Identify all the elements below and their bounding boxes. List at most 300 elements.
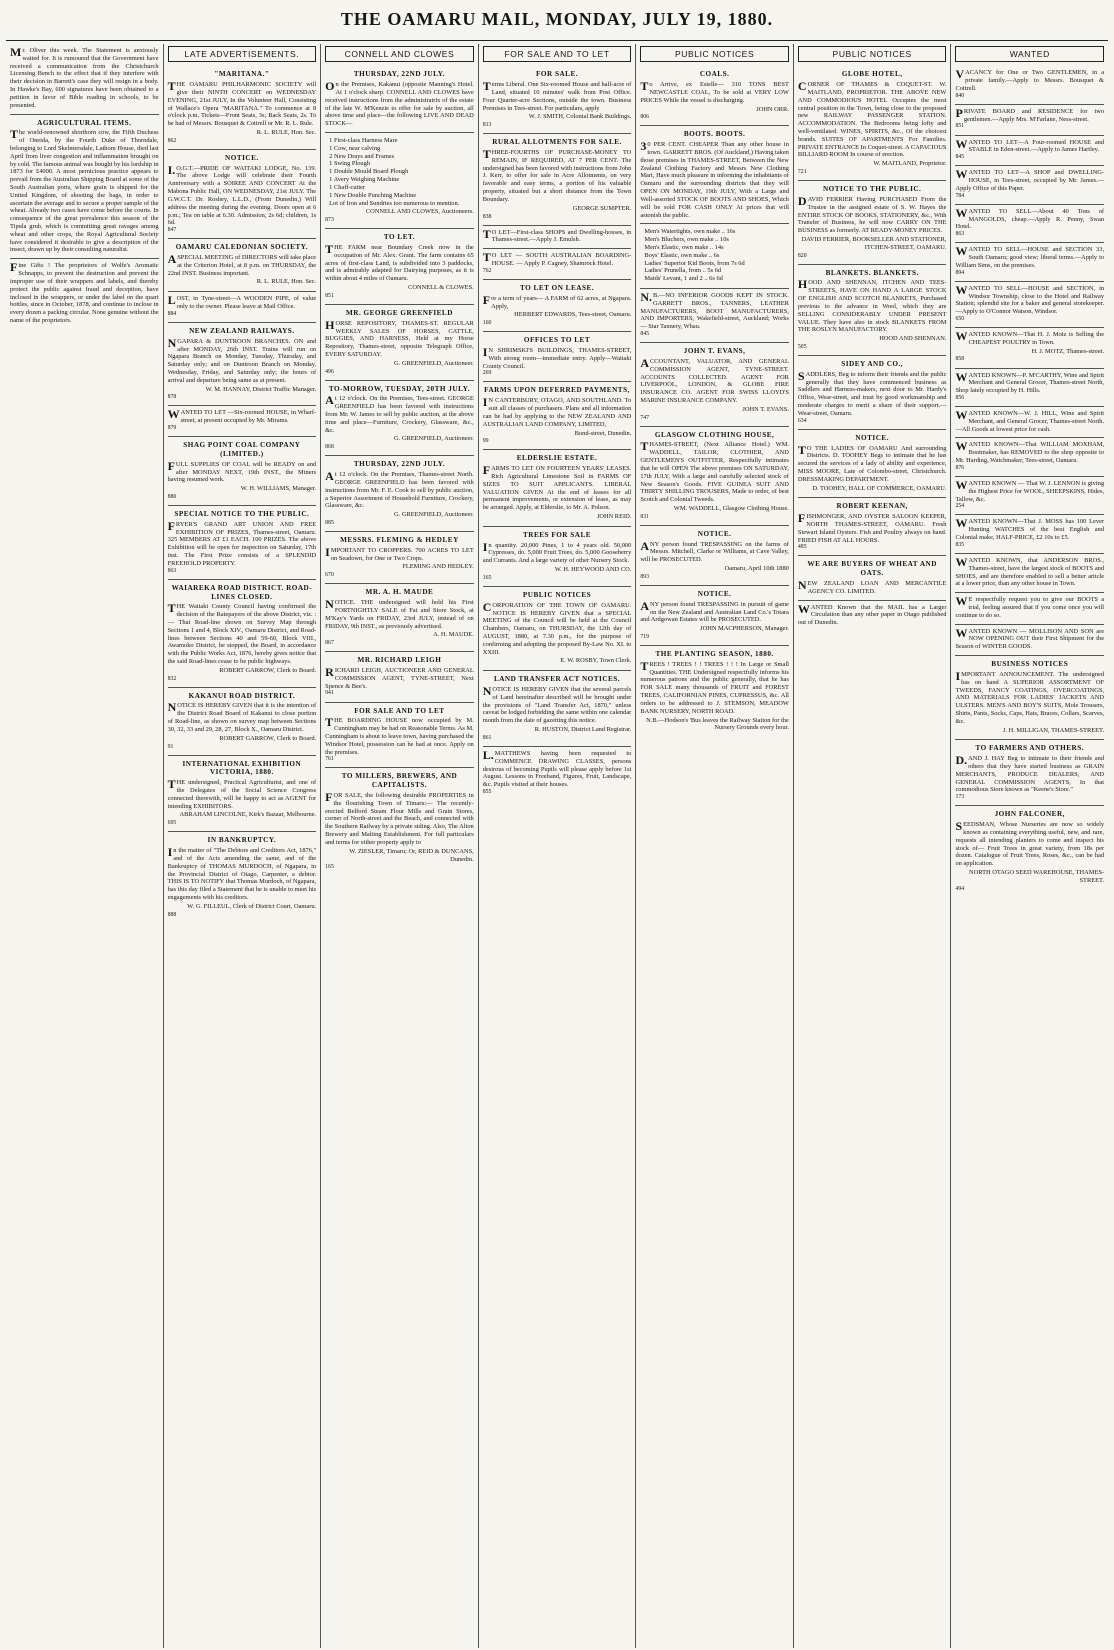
ad-reference-number: 894 <box>955 269 965 276</box>
ad-title: OAMARU CALEDONIAN SOCIETY. <box>175 243 309 252</box>
ad-title: NOTICE. <box>225 153 259 162</box>
list-item: 1 Avery Weighing Machine <box>329 176 400 184</box>
ad-body: WANTED TO SELL—HOUSE and SECTION, in Windsor Township, close to the Hotel and Railway Station; splendid site for a baker and general storekeeper.—Apply to O'Connor Watson, Windsor. <box>955 282 1105 316</box>
ad-body: IMPORTANT TO CROPPERS. 700 ACRES TO LET on Seadown, for One or Two Crops. <box>325 544 474 562</box>
advertisement <box>798 265 947 356</box>
list-item: Ladies' Prunella, from .. 5s 6d <box>644 267 722 275</box>
ad-body: WE respectfully request you to give our BOOTS a trial, feeling assured that if you come once you will continue to do so. <box>955 594 1105 619</box>
ad-signature: G. GREENFIELD, Auctioneer. <box>394 511 474 519</box>
ad-signature: CONNELL & CLOWES. <box>408 284 474 292</box>
advertisement <box>955 369 1104 408</box>
ad-title: MR. A. H. MAUDE <box>365 588 434 597</box>
ad-reference-number: 880 <box>167 493 177 500</box>
ad-reference-number: 254 <box>955 503 965 510</box>
advertisement <box>955 656 1104 740</box>
ad-signature: WM. WADDELL, Glasgow Clothing House. <box>673 504 789 512</box>
ad-title: LAND TRANSFER ACT NOTICES. <box>493 675 621 684</box>
ad-body: TO LET — SOUTH AUSTRALIAN BOARDING-HOUSE. — Apply P. Cagney, Shamrock Hotel. <box>482 250 632 268</box>
ad-reference-number: 91 <box>167 743 174 750</box>
advertisement <box>168 150 317 239</box>
advertisement <box>10 44 159 115</box>
ad-reference-number: 747 <box>640 414 650 421</box>
ad-signature: JOHN REID. <box>596 513 632 521</box>
ad-title: THURSDAY, 22ND JULY. <box>353 70 446 79</box>
advertisement <box>955 438 1104 477</box>
ad-reference-number: 856 <box>955 394 965 401</box>
ad-body: THE FARM near Boundary Creek now in the occupation of Mr. Alex. Grant. The farm contains 65 acres of first-class Land, is subdivided into 3 paddocks, and is admirably adapted for Dairying purposes, as it is within about 4 miles of Oamaru. <box>325 241 474 283</box>
advertisement <box>325 652 474 702</box>
advertisement <box>955 328 1104 369</box>
ad-title: BLANKETS. BLANKETS. <box>825 268 919 277</box>
advertisement <box>483 332 632 382</box>
ad-title: TO LET. <box>383 233 416 242</box>
advertisement <box>955 205 1104 244</box>
ad-body: IN CANTERBURY, OTAGO, AND SOUTHLAND. To suit all classes of purchasers. Plans and all information can be had by applying to the NEW ZEALAND AND AUSTRALIAN LAND COMPANY, LIMITED, <box>482 395 632 428</box>
ad-title: IN BANKRUPTCY. <box>207 836 277 845</box>
ad-title: THURSDAY, 22ND JULY. <box>353 460 446 469</box>
ad-signature: R. L. RULE, Hon. Sec. <box>256 129 317 137</box>
ad-title: MR. GEORGE GREENFIELD <box>345 308 453 317</box>
masthead <box>6 0 1108 41</box>
ad-reference-number: 160 <box>482 320 492 327</box>
ad-reference-number: 695 <box>167 820 177 827</box>
advertisement <box>955 806 1104 896</box>
advertisement <box>483 280 632 332</box>
ad-signature: JOHN T. EVANS. <box>742 405 789 413</box>
ad-body: RICHARD LEIGH, AUCTIONEER AND GENERAL COMMISSION AGENT, TYNE-STREET, Next Spence & Bee's. <box>325 665 474 690</box>
advertisement <box>640 224 789 289</box>
advertisement <box>483 66 632 134</box>
ad-signature: W. M. HANNAY, District Traffic Manager. <box>205 385 317 393</box>
ad-reference-number: 269 <box>482 370 492 377</box>
list-item: Boys' Elastic, own make .. 6s <box>644 251 720 259</box>
ad-reference-number: 867 <box>325 640 334 647</box>
advertisement <box>483 587 632 671</box>
ad-reference-number: 762 <box>482 267 492 274</box>
ad-body: ACCOUNTANT, VALUATOR, AND GENERAL COMMISSION AGENT, TYNE-STREET. ACCOUNTS COLLECTED. AGENT FOR LIVERPOOL, LONDON, & GLOBE FIRE INSURANCE CO. AGENT FOR SWISS LLOYD'S MARINE INSURANCE COMPANY. <box>640 355 789 405</box>
advertisement <box>325 66 474 133</box>
ad-body: NEW ZEALAND LOAN AND MERCANTILE AGENCY CO. LIMITED. <box>797 578 947 595</box>
advertisement <box>325 133 474 229</box>
ad-body: THE Waitaki County Council having confirmed the decision of the Ratepayers of the above District, viz. :— That Road-line shown on Survey Map through Sections 1 and 4, Block XIV., Oamaru District, and Road-lines between Sections 40 and 59-60, Block VIII., Awamoko District, be stopped, the Board, in accordance with the Public Works Act, 1876, hereby gives notice that the said Road-lines cease to be public highways. <box>167 601 317 666</box>
ad-body: WANTED KNOWN — MOLLISON AND SON are NOW OPENING OUT their First Shipment for the Season of WINTER GOODS. <box>955 625 1105 651</box>
ad-title: SIDEY AND CO., <box>841 360 904 369</box>
ad-body: CORNER OF THAMES & COQUET-ST. W. MAITLAND, PROPRIETOR. THE ABOVE NEW AND COMMODIOUS HOTEL Occupies the most central position in the Town, being close to the proposed new RAILWAY PASSENGER STATION. ACCOMMODATION. The Bedrooms being lofty and well-ventilated. WINES, SPIRITS, &c., Of the choicest brands. SUITES OF APARTMENTS For Families. PRIVATE ENTRANCE In Coquet-street. A CAPACIOUS BILLIARD ROOM In course of erection. <box>797 79 947 159</box>
ad-reference-number: 868 <box>325 444 334 451</box>
advertisement <box>325 305 474 381</box>
ad-reference-number: 845 <box>640 331 650 338</box>
ad-signature: G. GREENFIELD, Auctioneer. <box>394 359 474 367</box>
ad-body: Terms Liberal. One Six-roomed House and half-acre of Land, situated 10 minutes' walk from Post Office. Four Quarter-acre Sections, outside the town. Business Premises in Tees-street. For particulars, apply <box>482 79 632 112</box>
ad-signature: GEORGE SUMPTER. <box>572 204 632 212</box>
ad-body: NOTICE IS HEREBY GIVEN that the several parcels of Land hereinafter described will be brought under the provisions of "Land Transfer Act, 1870," unless caveat be lodged forbidding the same within one calendar month from the date of gazetting this notice. <box>482 684 632 725</box>
ad-body: WANTED TO LET —Six-roomed HOUSE, in Wharf-street, at present occupied by Mr. Mirams. <box>167 407 317 425</box>
ad-title: WAIAREKA ROAD DISTRICT. ROAD-LINES CLOSED. <box>171 583 313 601</box>
advertisement <box>325 584 474 652</box>
ad-body: THE BOARDING HOUSE now occupied by M. Cunningham may be had on Reasonable Terms. As M. Cunningham is about to leave town, having purchased the Windsor Hotel, possession can be had at once. Apply on the premises. <box>325 715 474 756</box>
list-item: 1 New Double Punching Machine <box>329 191 417 199</box>
ad-signature: Bond-street, Dunedin. <box>574 429 632 437</box>
advertisement <box>168 756 317 833</box>
ad-body: On the Premises, Kakanui (opposite Manning's Hotel. At 1 o'clock sharp. CONNELL AND CLOWES have received instructions from the administratrix of the estate of the late W. M'Kenzie to offer for sale by auction, all above time and place—the following LIVE AND DEAD STOCK— <box>325 79 474 128</box>
ad-signature: E. W. ROSBY, Town Clerk. <box>560 657 632 665</box>
ad-reference-number: 832 <box>167 675 177 682</box>
ad-body: NGAPARA & DUNTROON BRANCHES. ON and after MONDAY, 26th INST. Trains will run on Ngapara Branch on Monday, Tuesday, Thursday, and Saturday only; and on Duntroon Branch on Monday, Wednesday, Friday, and Saturday only; the hours of arrival and departure being same as at present. <box>167 335 317 384</box>
ad-signature: Oamaru, April 10th 1880 <box>724 565 789 573</box>
ad-body: NOTICE. THE undersigned will hold his First FORTNIGHTLY SALE of Fat and Store Stock, at M'Kay's Yards on FRIDAY, 23rd JULY, instead of on FRIDAY, 9th INST., as previously advertised. <box>325 597 474 630</box>
column-7 <box>950 44 1108 1648</box>
ad-reference-number: 851 <box>955 123 965 130</box>
advertisement <box>798 498 947 556</box>
ad-body: ANY person found TRESPASSING in pursuit of game on the New Zealand and Australian Land Co.'s Totara and Ardgowan Estates will be PROSECUTED. <box>640 598 789 624</box>
ad-body: NOTICE IS HEREBY GIVEN that it is the intention of the District Road Board of Kakanui to close portion of Road-line, as shown on survey map between Sections 30, 32, 33 and 29, 28, 27, Block X., Oamaru District. <box>167 700 317 733</box>
ad-body: N.B.—NO INFERIOR GOODS KEPT IN STOCK. GARRETT BROS., TANNERS, LEATHER MANUFACTURERS, BOOT MANUFACTURERS, AND IMPORTERS, Wakefield-street, Auckland; Works — Star Tannery, Whau. <box>640 290 789 331</box>
ad-title: SHAG POINT COAL COMPANY (LIMITED.) <box>183 441 301 458</box>
ad-body: SEEDSMAN, Whose Nurseries are now so widely known as containing everything useful, new, and rare, requests all intending planters to come and inspect his stock of— Fruit Trees in great variety, from 18s per dozen. Catalogue of Fruit Trees, Roses, &c., can be had on application. <box>955 819 1105 868</box>
ad-signature: W. ZIESLER, Timaru; Or, REID & DUNCANS, Dunedin. <box>349 847 474 863</box>
ad-title: THE PLANTING SEASON, 1880. <box>655 650 774 659</box>
ad-body: THREE-FOURTHS OF PURCHASE-MONEY TO REMAIN, IF REQUIRED, AT 7 PER CENT. The undersigned has been favored with instructions from John J. Kerr, to offer for sale in Acre Allotments, on very favorable and easy terms, a portion of his valuable property, situated but a short distance from the Town Boundary. <box>482 147 632 203</box>
ad-signature: ROBERT GARROW, Clerk to Board. <box>219 666 317 674</box>
advertisement <box>168 506 317 580</box>
advertisement <box>168 437 317 506</box>
columns-container <box>6 44 1108 1648</box>
column-heading: PUBLIC NOTICES <box>640 46 789 62</box>
advertisement <box>955 166 1104 205</box>
ad-body: VACANCY for One or Two GENTLEMEN, in a private family.—Apply to Messrs. Bousquet & Cottrell. <box>955 67 1105 92</box>
advertisement <box>955 593 1104 624</box>
advertisement <box>955 282 1104 328</box>
ad-reference-number: 879 <box>167 425 177 432</box>
ad-reference-number: 173 <box>955 794 965 801</box>
ad-reference-number: 835 <box>955 541 965 548</box>
ad-title: NEW ZEALAND RAILWAYS. <box>189 326 295 335</box>
list-item: Ladies' Superior Kid Boots, from 7s 6d <box>644 259 745 267</box>
list-item: Men's Bluchers, own make .. 10s <box>644 236 729 244</box>
ad-signature: W. G. FILLEUL, Clerk of District Court, Oamaru. <box>187 902 317 910</box>
ad-body: For a term of years— A FARM of 62 acres, at Ngapara. Apply, <box>482 292 632 310</box>
column-6 <box>793 44 951 1648</box>
ad-reference-number: 855 <box>482 789 492 796</box>
advertisement <box>640 289 789 343</box>
ad-body: IN SHRIMSKI'S BUILDINGS, THAMES-STREET, With strong room—immediate entry. Apply—Waitaki County Council. <box>482 344 632 370</box>
advertisement <box>10 259 159 329</box>
ad-reference-number: 505 <box>797 343 807 350</box>
ad-title: FOR SALE. <box>536 70 579 79</box>
ad-reference-number: 884 <box>167 310 177 317</box>
column-3 <box>320 44 478 1648</box>
ad-reference-number: 838 <box>482 213 492 220</box>
ad-title: PUBLIC NOTICES <box>522 590 592 599</box>
advertisement <box>483 134 632 225</box>
ad-body: LOST, in Tyne-street—A WOODEN PIPE, of value only to the owner. Please leave at Mail Office. <box>167 293 317 311</box>
advertisement <box>168 406 317 437</box>
advertisement <box>798 356 947 430</box>
ad-body: THAMES-STREET, (Next Alliance Hotel.) WM. WADDELL, TAILOR, CLOTHIER, AND GENTLEMEN'S OUTFITTER, Respectfully intimates that he will OPEN The above premises ON SATURDAY, 17th JULY, With a large and carefully selected stock of New Season's Goods. FIVE GUINEA SUIT AND THIRTY SHILLING TROUSERS, Made to order, of best Scotch and Colonial Tweeds. <box>640 439 789 504</box>
ad-reference-number: 634 <box>797 417 807 424</box>
ad-reference-number: 845 <box>955 154 965 161</box>
ad-body: TREES ! TREES ! ! TREES ! ! ! In Large or Small Quantities. THE Undersigned respectfully informs his numerous patrons and the public generally, that he has FOR SALE many thousands of FRUIT and FOREST TREES, CALIFORNIAN PINES, CUPRESSUS, &c. All orders to be addressed to J. STEMSON, MEADOW BANK NURSERY, NORTH ROAD. <box>640 658 789 715</box>
advertisement <box>798 430 947 499</box>
list-item: 1 Swing Plough <box>329 160 370 168</box>
list-item: 1 Double Mould Board Plough <box>329 168 409 176</box>
ad-signature: JOHN MACPHERSON, Manager. <box>700 625 789 633</box>
ad-title: GLASGOW CLOTHING HOUSE, <box>654 430 775 439</box>
ad-body: In the matter of "The Debtors and Creditors Act, 1876," and of the Acts amending the same, and of the Bankruptcy of THOMAS MURDOCH, of Ngapara, in the Provincial District of Otago, Carpenter, a debtor. THIS IS TO NOTIFY that Thomas Murdoch, of Ngapara, has this day filed a Statement that he is unable to meet his engagements with his creditors. <box>167 845 317 901</box>
advertisement <box>640 343 789 427</box>
ad-title: KAKANUI ROAD DISTRICT. <box>188 691 296 700</box>
list-item: Men's Watertights, own make .. 16s <box>644 228 736 236</box>
ad-reference-number: 721 <box>797 169 807 176</box>
ad-body: WANTED TO SELL—About 40 Tons of MANGOLDS, cheap.—Apply R. Penny, Swan Hotel. <box>955 205 1105 231</box>
ad-reference-number: 485 <box>797 544 807 551</box>
ad-body: At 12 o'clock. On the Premises, Tees-street. GEORGE GREENFIELD has been favored with instructions from Mr. W. James to sell by public auction, at the above time and place—Furniture, Crockery, Glassware, &c., &c. <box>325 393 474 434</box>
ad-signature: G. GREENFIELD, Auctioneer. <box>394 435 474 443</box>
ad-reference-number: 165 <box>325 864 334 871</box>
ad-item-list <box>325 137 474 207</box>
ad-signature: CONNELL AND CLOWES, Auctioneers. <box>365 208 474 216</box>
advertisement <box>640 126 789 224</box>
advertisement <box>168 688 317 756</box>
ad-body: FOR SALE, the following desirable PROPERTIES in the flourishing Town of Timaru:— The recently-erected Belford Steam Flour Mills and Grain Stores, corner of North-street and the Beach, and connected with the Southern Railway by a private siding. Also, The Alton Brewery and Malting Establishment. For full particulars and terms for either property apply to <box>325 790 474 846</box>
ad-body: WANTED KNOWN—That J. MOSS has 100 Lever Hunting WATCHES of the best English and Colonial make, HALF-PRICE, £2 10s to £5. <box>955 516 1105 542</box>
advertisement <box>955 66 1104 105</box>
ad-body: WANTED KNOWN — That W. J. LENNON is giving the Highest Price for WOOL, SHEEPSKINS, Hides, Tallow, &c. <box>955 477 1105 503</box>
ad-reference-number: 941 <box>325 690 334 697</box>
ad-reference-number: 861 <box>482 734 492 741</box>
ad-reference-number: 813 <box>482 122 492 129</box>
ad-body: THE OAMARU PHILHARMONIC SOCIETY will give their NINTH CONCERT on WEDNESDAY EVENING, 21st JULY, In the Volunteer Hall, Consisting of Wallace's Opera "MARITANA." To commence at 8 o'clock p.m. Tickets—Front Seats, 3s; Back Seats, 2s. To be had of Messrs. Bousquet & Cottrell or Mr. R. L. Rule. <box>167 79 317 128</box>
advertisement <box>640 586 789 646</box>
ad-signature: ROBERT GARROW, Clerk to Board. <box>219 734 317 742</box>
ad-title: NOTICE. <box>855 433 889 442</box>
ad-title: TO LET ON LEASE. <box>520 283 595 292</box>
advertisement <box>483 226 632 250</box>
advertisement <box>640 427 789 526</box>
advertisement <box>168 832 317 922</box>
ad-body: THE undersigned, Practical Agriculturist, and one of the Delegates of the Social Science Congress connected therewith, will be happy to act as AGENT for intending EXHIBITORS. <box>167 777 317 810</box>
ad-body: WANTED TO SELL—HOUSE and SECTION 33, South Oamaru; good view; liberal terms.—Apply to William Sims, on the premises. <box>955 244 1105 269</box>
ad-title: TO-MORROW, TUESDAY, 20TH JULY. <box>328 384 471 393</box>
ad-body: WANTED TO LET—A Four-roomed HOUSE and STABLE in Eden-street.—Apply to James Hartley. <box>955 136 1105 154</box>
ad-reference-number: 840 <box>955 92 965 99</box>
ad-body: FULL SUPPLIES OF COAL will be READY on and after MONDAY NEXT, 19th INST., the Miners having resumed work. <box>167 458 317 484</box>
ad-reference-number: 863 <box>167 567 177 574</box>
ad-title: COALS. <box>699 70 730 79</box>
ad-signature: W. J. SMITH, Colonial Bank Buildings. <box>528 113 632 121</box>
ad-body: ANY person found TRESPASSING on the farms of Messrs. Mitchell, Clarke or Williams, at Cave Valley, will be PROSECUTED. <box>640 538 789 564</box>
ad-body: WANTED TO LET—A SHOP and DWELLING-HOUSE, in Tees-street, occupied by Mr. James.—Apply Office of this Paper. <box>955 167 1105 192</box>
ad-reference-number: 888 <box>167 911 177 918</box>
ad-body: WANTED KNOWN—W. J. HILL, Wine and Spirit Merchant, and General Grocer, Thames-street North.—All Goods at lowest price for cash. <box>955 408 1105 433</box>
ad-body: TO LET—First-class SHOPS and Dwelling-houses, in Thames-street.—Apply J. Emulsh. <box>482 226 632 244</box>
advertisement <box>955 625 1104 656</box>
ad-reference-number: 806 <box>640 114 650 121</box>
ad-title: AGRICULTURAL ITEMS. <box>37 118 132 127</box>
advertisement <box>640 526 789 586</box>
advertisement <box>640 66 789 126</box>
column-heading: CONNELL AND CLOWES <box>325 46 474 62</box>
ad-title: SPECIAL NOTICE TO THE PUBLIC. <box>174 510 310 519</box>
ad-reference-number: 761 <box>325 756 334 763</box>
list-item: Lot of Iron and Sundries too numerous to mention. <box>329 199 460 207</box>
ad-reference-number: 670 <box>325 572 334 579</box>
ad-title: GLOBE HOTEL, <box>841 70 903 79</box>
ad-title: OFFICES TO LET <box>523 336 591 345</box>
advertisement <box>955 740 1104 806</box>
ad-reference-number: 784 <box>955 192 965 199</box>
column-heading: WANTED <box>955 46 1104 62</box>
advertisement <box>798 181 947 265</box>
masthead-title: THE OAMARU MAIL, MONDAY, JULY 19, 1880. <box>340 9 774 30</box>
ad-signature: NORTH OTAGO SEED WAREHOUSE, THAMES-STREET. <box>969 868 1105 884</box>
ad-body: FRYER'S GRAND ART UNION AND FREE EXHIBITION OF PRIZES, Thames-street, Oamaru. 325 MEMBERS AT £1 EACH. 100 PRIZES. The above Exhibition will be open for inspection on Saturday, 17th inst. The First Prize consists of a SPLENDID FREEHOLD PROPERTY. <box>167 518 317 567</box>
ad-title: MR. RICHARD LEIGH <box>357 656 442 665</box>
column-heading: LATE ADVERTISEMENTS. <box>168 46 317 62</box>
ad-signature: JOHN ORR. <box>756 105 789 113</box>
ad-title: BUSINESS NOTICES <box>991 660 1069 669</box>
ad-body: WANTED Known that the MAIL has a Larger Circulation than any other paper in Otago published out of Dunedin. <box>797 601 947 627</box>
ad-signature: H. J. MOTZ, Thames-street. <box>1031 347 1105 355</box>
ad-body: CORPORATION OF THE TOWN OF OAMARU. NOTICE IS HEREBY GIVEN that a SPECIAL MEETING of the Council will be held at the Council Chambers, Oamaru, on THURSDAY, the 12th day of AUGUST, 1880, at 7.30 p.m., for the purpose of confirming and adopting the proposed By-Law No. XI. to XXIII. <box>482 599 632 656</box>
ad-reference-number: 873 <box>325 217 334 224</box>
column-heading: PUBLIC NOTICES <box>798 46 947 62</box>
ad-reference-number: 863 <box>955 231 965 238</box>
ad-title: "MARITANA." <box>214 70 270 79</box>
ad-reference-number: 494 <box>955 885 965 892</box>
ad-signature: W. MAITLAND, Proprietor. <box>873 160 947 168</box>
advertisement <box>325 381 474 457</box>
ad-body: SADDLERS, Beg to inform their friends and the public generally that they have commenced business as Saddlers and Harness-makers, next door to Mr. Hardy's Office, Wear-street, and trust by good workmanship and moderate charges to merit a share of their support.—Wear-street, Oamaru. <box>797 368 947 417</box>
list-item: 1 First-class Harness Mare <box>329 137 398 145</box>
advertisement <box>955 407 1104 438</box>
advertisement <box>955 136 1104 167</box>
ad-signature: D. TOOHEY, HALL OF COMMERCE, OAMARU. <box>812 484 947 492</box>
ad-signature: R. HUSTON, District Land Registrar. <box>534 726 632 734</box>
column-1 <box>6 44 163 1648</box>
ad-title: TREES FOR SALE <box>522 530 592 539</box>
ad-signature: HOOD AND SHENNAN. <box>879 335 947 343</box>
advertisement <box>483 382 632 450</box>
ad-body: To Arrive, ex Estelle— 310 TONS BEST NEWCASTLE COAL, To be sold at VERY LOW PRICES While the vessel is discharging. <box>640 79 789 104</box>
advertisement <box>168 239 317 292</box>
ad-reference-number: 650 <box>955 315 965 322</box>
ad-title: NOTICE. <box>697 529 732 538</box>
ad-reference-number: 862 <box>167 137 177 144</box>
column-5 <box>635 44 793 1648</box>
ad-item-list <box>640 228 789 283</box>
advertisement <box>798 601 947 631</box>
ad-body: HORSE REPOSITORY, THAMES-ST. REGULAR WEEKLY SALES OF HORSES, CATTLE, BUGGIES, AND HARNESS, Held at my Horse Repository, Thames-street, opposite Telegraph Office, EVERY SATURDAY. <box>325 317 474 358</box>
ad-signature: J. H. MILLIGAN, THAMES-STREET. <box>1002 726 1105 734</box>
ad-body: IMPORTANT ANNOUNCEMENT. The undersigned has on hand A SUPERIOR ASSORTMENT OF TWEEDS, FANCY COATINGS, OVERCOATINGS, AND MATERIALS FOR LADIES' JACKETS AND ULSTERS. MEN'S AND BOY'S SUITS, Mole Trousers, Shirts, Pants, Socks, Caps, Hats, Braces, Collars, Scarves, &c. <box>955 668 1105 725</box>
advertisement <box>325 703 474 769</box>
ad-signature: ABRAHAM LINCOLNE, Kirk's Bazaar, Melbourne. <box>179 811 317 819</box>
advertisement <box>483 527 632 587</box>
column-4 <box>478 44 636 1648</box>
advertisement <box>483 671 632 747</box>
ad-body: WANTED KNOWN, that ANDERSON BROS., Thames-street, have the largest stock of BOOTS and SHOES, and are therefore enabled to sell a better article at a lower price, than any other house in Town. <box>955 554 1105 588</box>
ad-title: MESSRS. FLEMING & HEDLEY <box>340 536 459 545</box>
ad-reference-number: 878 <box>167 394 177 401</box>
ad-body: L.MATTHEWS having been requested to COMMENCE DRAWING CLASSES, persons desirous of becoming Pupils will please apply before 1st August. Lessons in Freehand, Figures, Fruit, Landscape, &c. Pupils visited at their houses. <box>482 747 632 789</box>
ad-signature: W. H. WILLIAMS, Manager. <box>240 485 317 493</box>
ad-title: BOOTS. BOOTS. <box>683 130 746 139</box>
ad-signature: W. H. HEYWOOD AND CO. <box>554 566 632 574</box>
column-2 <box>163 44 321 1648</box>
ad-reference-number: 858 <box>955 356 965 363</box>
advertisement <box>483 249 632 280</box>
ad-title: ROBERT KEENAN, <box>836 502 908 511</box>
list-item: 1 Cow, near calving <box>329 144 381 152</box>
advertisement <box>955 105 1104 136</box>
ad-title: TO FARMERS AND OTHERS. <box>975 744 1085 753</box>
ad-body: Mr. Oliver this week. The Statement is anxiously waited for. It is rumoured that the Government have received a communication from the Christchurch Licensing Bench to the effect that if they interfere with their decision in Barrett's case they will resign in a body. In Hawke's Bay, 600 signatures have been obtained to a petition in favor of Bible reading in schools, to be presented. <box>10 45 159 109</box>
ad-title: JOHN FALCONER, <box>994 810 1065 819</box>
ad-body: FISHMONGER, AND OYSTER SALOON KEEPER, NORTH THAMES-STREET, OAMARU. Fresh Stewart Island Oysters. Fish and Poultry always on hand. FRIED FISH AT ALL HOURS. <box>797 511 947 544</box>
ad-body: In quantity. 20,000 Pines, 1 to 4 years old. 50,000 Cypresses, do. 5,000 Fruit Trees, do. 5,000 Gooseberry and Currants. And a large variety of other Nursery Stock. <box>482 539 632 565</box>
ad-body: Fine Gifts ! The proprietors of Wolfe's Aromatic Schnapps, to prevent the destruction and prevent the improper use of their wrappers and labels, and thereby protect the public against fraud and deception, have inclosed in the wrappers, or under the label on the quart bottles, since in October, 1878, and continue to inclose in every dozen a packing circular. None genuine without the name of the proprietors. <box>10 260 159 324</box>
ad-title: WE ARE BUYERS OF WHEAT AND OATS. <box>807 560 937 578</box>
ad-reference-number: 831 <box>640 513 650 520</box>
ad-body: ASPECIAL MEETING of DIRECTORS will take place at the Criterion Hotel, at 8 p.m. on THURSDAY, the 22nd INST. Business important. <box>167 252 317 277</box>
ad-title: FARMS UPON DEFERRED PAYMENTS, <box>484 386 630 395</box>
ad-reference-number: 876 <box>955 464 965 471</box>
ad-reference-number: 719 <box>640 633 650 640</box>
advertisement <box>483 747 632 800</box>
ad-title: NOTICE. <box>697 589 732 598</box>
advertisement <box>955 515 1104 554</box>
ad-body: DAVID FERRIER Having PURCHASED From the Trustee in the assigned estate of S. W. Hayes the ENTIRE STOCK OF BOOKS, STATIONERY, &c., With Transfer of Business, he will now CARRY ON THE BUSINESS as formerly. AT READY-MONEY PRICES. <box>797 193 947 235</box>
ad-reference-number: 99 <box>482 438 489 445</box>
advertisement <box>798 66 947 181</box>
ad-title: TO MILLERS, BREWERS, AND CAPITALISTS. <box>341 772 458 790</box>
advertisement <box>955 554 1104 593</box>
ad-body: I.O.G.T.—PRIDE OF WAITAKI LODGE, No. 139. The above Lodge will celebrate their Fourth Anniversary with a SOIREE AND CONCERT At the Mabona Public Hall, ON WEDNESDAY, 21st JULY. The G.W.C.T. Dr. Rosbey, L.L.D., (From Dunedin,) Will address the meeting during the evening. Doors open at 6 p.m.; Tea on table at 6.30. Admission, 2s 6d; children, 1s 6d. <box>167 162 317 227</box>
ad-body: WANTED KNOWN—That H. J. Motz is Selling the CHEAPEST POULTRY in Town. <box>955 329 1105 346</box>
ad-body: TO THE LADIES OF OAMARU And surrounding Districts. D. TOOHEY Begs to intimate that he has secured the services of a lady of ability and experience, MISS MOORE, Late of Colombo-street, Christchurch. DRESSMAKING DEPARTMENT. <box>797 442 947 483</box>
list-item: Maids' Levant, 1 and 2 .. 6s 6d <box>644 275 723 283</box>
ad-body: WANTED KNOWN—That WILLIAM MOXHAM, Bootmaker, has REMOVED to the shop opposite to Mr. Harding, Watchmaker, Tees-street, Oamaru. <box>955 439 1105 465</box>
advertisement <box>640 646 789 737</box>
ad-reference-number: 820 <box>797 252 807 259</box>
ad-signature: A. H. MAUDE. <box>433 631 474 639</box>
ad-reference-number: 885 <box>325 520 334 527</box>
list-item: 2 New Drays and Frames <box>329 152 395 160</box>
ad-signature: N.B.—Hodson's 'Bus leaves the Railway Station for the Nursery Grounds every hour. <box>646 716 789 732</box>
ad-body: At 12 o'clock. On the Premises, Thames-street North. GEORGE GREENFIELD has been favored with instructions from Mr. F. E. Cook to sell by public auction, a Superior Assortment of Household Furniture, Crockery, Glassware, &c. <box>325 469 474 510</box>
advertisement <box>483 450 632 526</box>
ad-title: NOTICE TO THE PUBLIC. <box>822 185 922 194</box>
ad-reference-number: 893 <box>640 573 650 580</box>
ad-reference-number: 496 <box>325 368 334 375</box>
ad-reference-number: 165 <box>482 574 492 581</box>
advertisement <box>10 115 159 260</box>
advertisement <box>325 532 474 584</box>
advertisement <box>955 243 1104 282</box>
ad-title: ELDERSLIE ESTATE. <box>516 454 598 463</box>
advertisement <box>798 556 947 600</box>
ad-title: FOR SALE AND TO LET <box>354 706 445 715</box>
ad-title: INTERNATIONAL EXHIBITION VICTORIA, 1880. <box>182 759 302 777</box>
ad-body: D.AND J. HAY Beg to intimate to their friends and others that they have started business as GRAIN MERCHANTS, PRODUCE DEALERS, AND GENERAL COMMISSION AGENTS, In that commodious Store known as "Keene's Store." <box>955 753 1105 794</box>
advertisement <box>325 229 474 305</box>
ad-body: WANTED KNOWN—P. M'CARTHY, Wine and Spirit Merchant and General Grocer, Thames-street North, Shop lately occupied by H. Hills. <box>955 369 1105 395</box>
list-item: 1 Chaff-cutter <box>329 183 366 191</box>
advertisement <box>168 66 317 150</box>
advertisement <box>955 477 1104 516</box>
advertisement <box>168 580 317 688</box>
